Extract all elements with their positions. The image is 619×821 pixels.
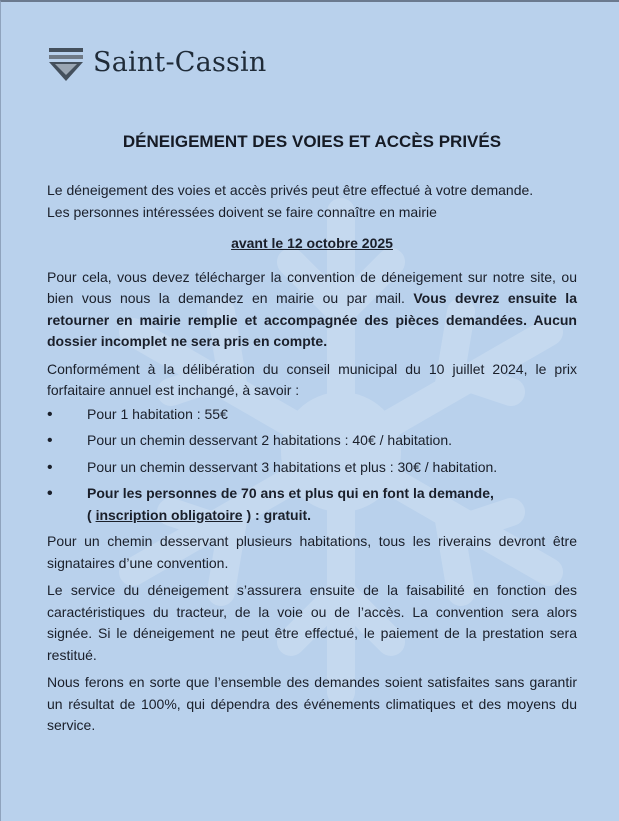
paragraph-signatories: Pour un chemin desservant plusieurs habitations, tous les riverains devront être signataires d’une convention. <box>47 533 577 571</box>
pricing-item: • Pour un chemin desservant 3 habitations et plus : 30€ / habitation. <box>47 457 577 479</box>
registration-required: inscription obligatoire <box>95 506 243 523</box>
deadline: avant le 12 octobre 2025 <box>231 235 393 251</box>
seniors-prefix: ( <box>87 506 96 523</box>
pricing-list <box>47 404 577 527</box>
seniors-line-1: Pour les personnes de 70 ans et plus qui en font la demande, <box>87 485 494 501</box>
notice-title: DÉNEIGEMENT DES VOIES ET ACCÈS PRIVÉS <box>122 132 502 151</box>
intro-block <box>47 180 577 223</box>
paragraph-feasibility: Le service du déneigement s’assurera ensuite de la faisabilité en fonction des caractéristiques du tracteur, de la voie ou de l’accès. La convention sera alors signée. Si le déneigement ne peut être effectué, le paiement de la prestation sera restitué. <box>47 582 577 663</box>
paragraph-1-text: Pour cela, vous devez télécharger la convention de déneigement sur notre site, ou bien vous nous la demandez en mairie ou par mail. <box>47 268 577 306</box>
brand-name: Saint-Cassin <box>93 46 267 78</box>
shield-logo-icon <box>47 42 85 82</box>
paragraph-download-convention <box>47 267 577 353</box>
paragraph-no-guarantee: Nous ferons en sorte que l’ensemble des demandes soient satisfaites sans garantir un résultat de 100%, qui dépendra des événements climatiques et des moyens du service. <box>47 674 577 733</box>
pricing-item-seniors <box>47 483 577 526</box>
page-header <box>47 42 266 82</box>
paragraph-1-bold-text: Vous devrez ensuite la retourner en mairie remplie et accompagnée des pièces demandées. Aucun dossier incomplet ne sera pris en compte. <box>47 290 577 349</box>
intro-line-1: Le déneigement des voies et accès privés peut être effectué à votre demande. <box>47 182 534 198</box>
pricing-item: • Pour 1 habitation : 55€ <box>47 404 577 426</box>
intro-line-2: Les personnes intéressées doivent se faire connaître en mairie <box>47 203 437 220</box>
notice-content <box>47 130 577 737</box>
pricing-item: • Pour un chemin desservant 2 habitations : 40€ / habitation. <box>47 430 577 452</box>
seniors-suffix: ) : gratuit. <box>242 506 312 523</box>
paragraph-pricing-intro: Conformément à la délibération du conseil municipal du 10 juillet 2024, le prix forfaitaire annuel est inchangé, à savoir : <box>47 360 577 398</box>
